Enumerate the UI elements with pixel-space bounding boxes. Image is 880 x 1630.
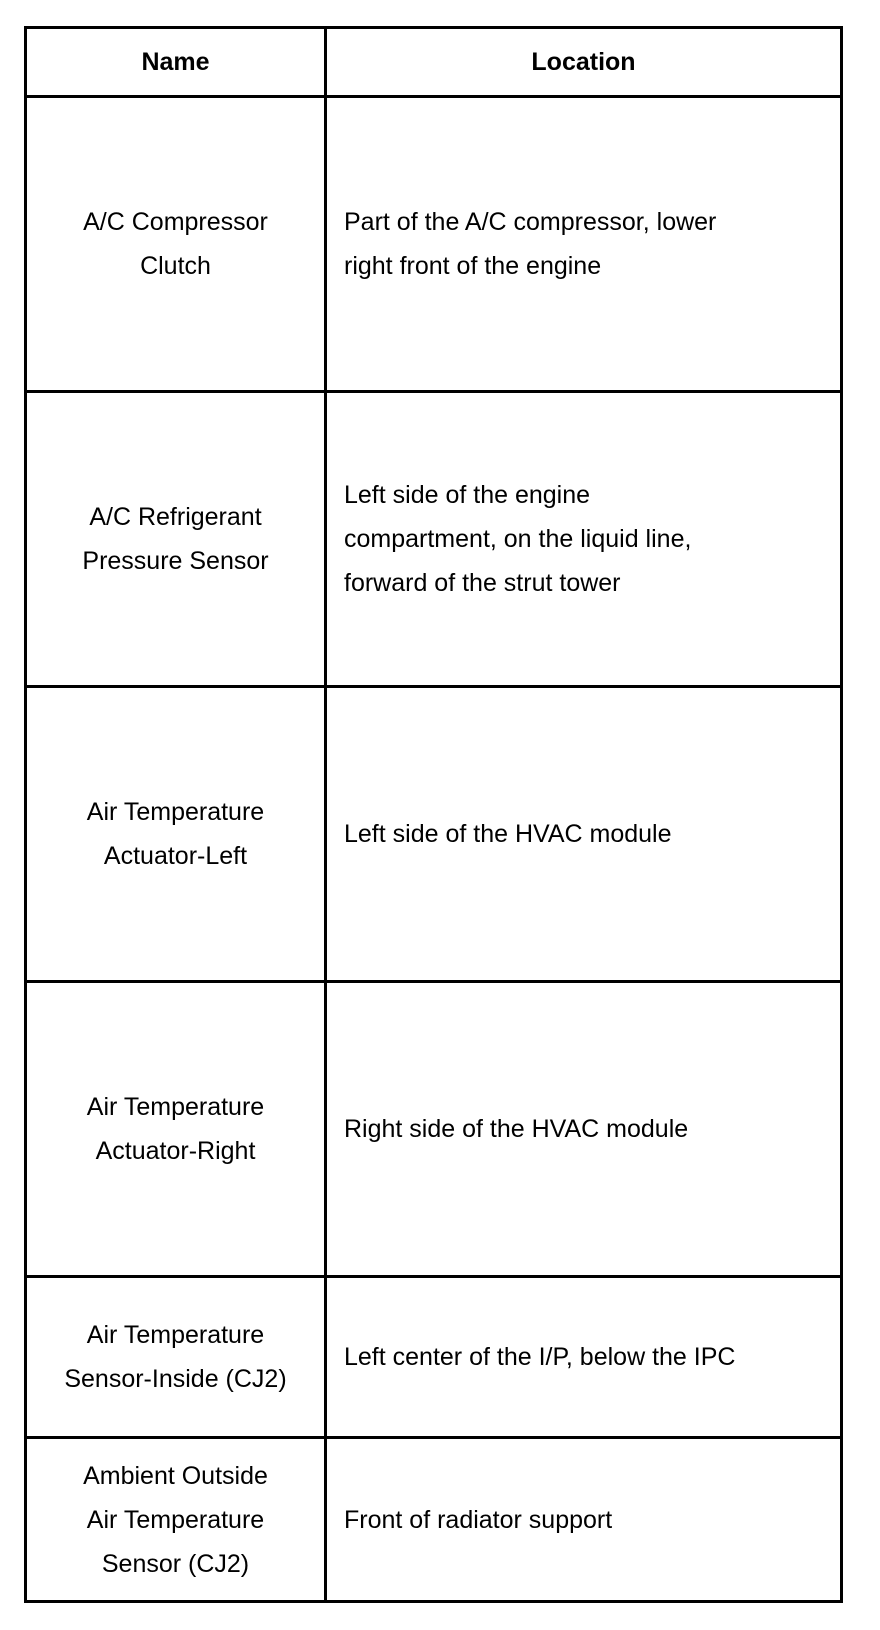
component-location-line: forward of the strut tower: [344, 569, 621, 597]
component-name-cell: [26, 982, 326, 1277]
component-location-line: right front of the engine: [344, 252, 602, 280]
table-row: [26, 97, 842, 392]
component-name-cell: [26, 97, 326, 392]
component-name-line: A/C Compressor: [83, 208, 268, 236]
component-name-line: A/C Refrigerant: [89, 503, 262, 531]
table-row: [26, 1277, 842, 1438]
component-location-line: Front of radiator support: [344, 1505, 613, 1534]
component-name-line: Air Temperature: [86, 1093, 265, 1121]
table-row: [26, 1438, 842, 1602]
component-location-cell: [326, 982, 842, 1277]
column-header-name: Name: [26, 28, 326, 97]
component-name-line: Air Temperature: [86, 798, 265, 826]
component-name-cell: [26, 392, 326, 687]
component-location-cell: [326, 392, 842, 687]
table-row: [26, 392, 842, 687]
component-location-cell: [326, 1277, 842, 1438]
component-location-cell: [326, 687, 842, 982]
header-row: [26, 28, 842, 97]
component-name-line: Sensor-Inside (CJ2): [64, 1365, 287, 1393]
component-location-line: Left side of the engine: [344, 481, 591, 509]
component-name-cell: [26, 687, 326, 982]
column-header-location: Location: [326, 28, 842, 97]
component-location-cell: [326, 97, 842, 392]
component-name-cell: [26, 1438, 326, 1602]
component-name-line: Clutch: [140, 252, 211, 280]
component-location-table: [24, 26, 843, 1603]
component-location-line: Part of the A/C compressor, lower: [344, 208, 717, 236]
component-location-line: Left center of the I/P, below the IPC: [344, 1343, 736, 1371]
component-name-line: Actuator-Right: [95, 1137, 256, 1165]
component-location-line: compartment, on the liquid line,: [344, 525, 692, 553]
table-row: [26, 687, 842, 982]
component-name-line: Air Temperature: [86, 1321, 265, 1349]
component-name-line: Pressure Sensor: [82, 547, 269, 575]
component-location-line: Left side of the HVAC module: [344, 820, 672, 848]
component-location-line: Right side of the HVAC module: [344, 1115, 689, 1143]
component-location-cell: [326, 1438, 842, 1602]
table-row: [26, 982, 842, 1277]
component-name-line: Air Temperature: [86, 1505, 265, 1534]
component-name-line: Sensor (CJ2): [101, 1549, 250, 1578]
component-name-line: Ambient Outside: [83, 1461, 268, 1490]
component-name-cell: [26, 1277, 326, 1438]
component-name-line: Actuator-Left: [103, 842, 248, 870]
